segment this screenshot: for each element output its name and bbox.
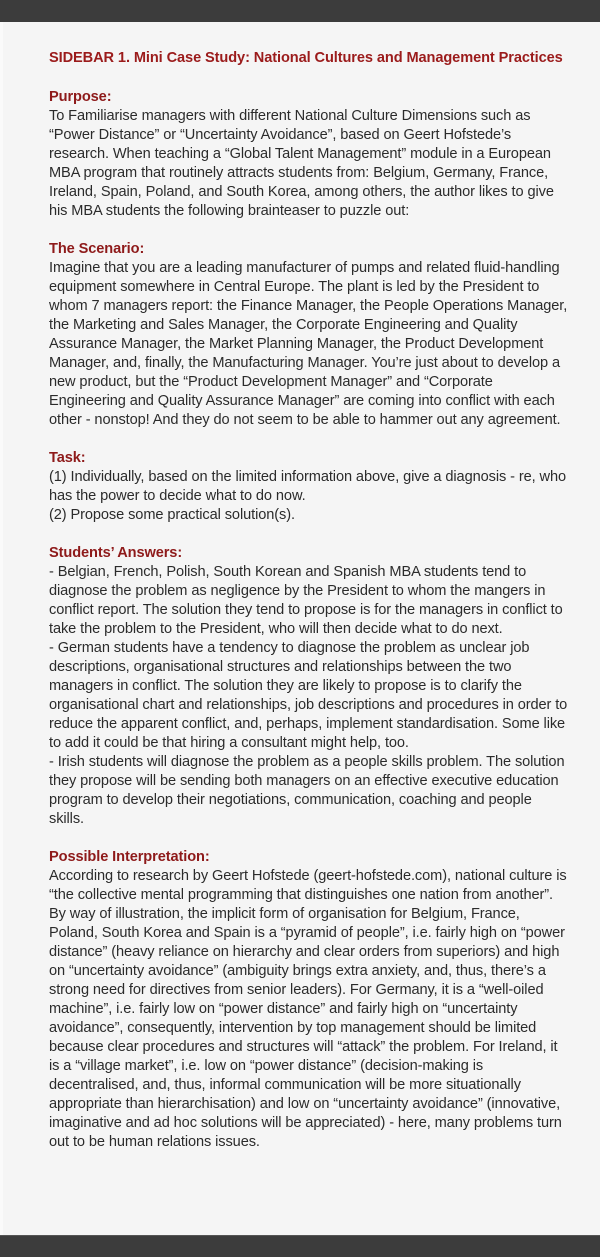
task-item: (1) Individually, based on the limited information above, give a diagnosis - re, who has the power to decide what to do now. bbox=[49, 469, 566, 504]
section-interpretation bbox=[49, 848, 569, 1152]
section-task bbox=[49, 449, 569, 525]
bottom-frame-bar bbox=[0, 1235, 600, 1257]
section-paragraph: Imagine that you are a leading manufacturer of pumps and related fluid-handling equipment somewhere in Central Europe. The plant is led by the President to whom 7 managers report: the Finance Manager, the People Operations Manager, the Marketing and Sales Manager, the Corporate Engineering and Quality Assurance Manager, the Market Planning Manager, the Product Development Manager, and, finally, the Manufacturing Manager. You’re just about to develop a new product, but the “Product Development Manager” and “Corporate Engineering and Quality Assurance Manager” are coming into conflict with each other - nonstop! And they do not seem to be able to hammer out any agreement. bbox=[49, 260, 568, 428]
section-paragraph: To Familiarise managers with different National Culture Dimensions such as “Power Distance” or “Uncertainty Avoidance”, based on Geert Hofstede’s research. When teaching a “Global Talent Management” module in a European MBA program that routinely attracts students from: Belgium, Germany, France, Ireland, Spain, Poland, and South Korea, among others, the author likes to give his MBA students the following brainteaser to puzzle out: bbox=[49, 108, 554, 219]
section-heading: Purpose: bbox=[49, 89, 112, 105]
section-heading: Possible Interpretation: bbox=[49, 849, 210, 865]
section-scenario bbox=[49, 240, 569, 430]
section-heading: The Scenario: bbox=[49, 241, 145, 257]
task-item: (2) Propose some practical solution(s). bbox=[49, 507, 295, 523]
sidebar-title: SIDEBAR 1. Mini Case Study: National Cultures and Management Practices bbox=[49, 50, 563, 66]
section-purpose bbox=[49, 88, 569, 221]
section-paragraph: According to research by Geert Hofstede (geert-hofstede.com), national culture is “the collective mental programming that distinguishes one nation from another”. By way of illustration, the implicit form of organisation for Belgium, France, Poland, South Korea and Spain is a “pyramid of people”, i.e. fairly high on “power distance” (heavy reliance on hierarchy and clear orders from superiors) and high on “uncertainty avoidance” (ambiguity brings extra anxiety, and, thus, there’s a strong need for directives from senior leaders). For Germany, it is a “well-oiled machine”, i.e. fairly low on “power distance” and fairly high on “uncertainty avoidance”, consequently, intervention by top management should be limited because clear procedures and structures will “attack” the problem. For Ireland, it is a “village market”, i.e. low on “power distance” (decision-making is decentralised, and, thus, informal communication will be more situationally appropriate than hierarchisation) and low on “uncertainty avoidance” (innovative, imaginative and ad hoc solutions will be appreciated) - here, many problems turn out to be human relations issues. bbox=[49, 868, 567, 1150]
section-heading: Students’ Answers: bbox=[49, 545, 183, 561]
sidebar-panel bbox=[0, 22, 600, 1235]
answer-item: - Irish students will diagnose the problem as a people skills problem. The solution they propose will be sending both managers on an effective executive education program to develop their negotiations, communication, coaching and people skills. bbox=[49, 754, 565, 827]
answer-item: - German students have a tendency to diagnose the problem as unclear job descriptions, organisational structures and relationships between the two managers in conflict. The solution they are likely to propose is to clarify the organisational chart and relationships, job descriptions and procedures in order to reduce the apparent conflict, and, perhaps, implement standardisation. Some like to add it could be that hiring a consultant might help, too. bbox=[49, 640, 568, 751]
section-students-answers bbox=[49, 544, 569, 829]
top-frame-bar bbox=[0, 0, 600, 22]
section-heading: Task: bbox=[49, 450, 86, 466]
sidebar-content bbox=[49, 49, 569, 1171]
answer-item: - Belgian, French, Polish, South Korean and Spanish MBA students tend to diagnose the problem as negligence by the President to whom the mangers in conflict report. The solution they tend to propose is for the managers in conflict to take the problem to the President, who will then decide what to do next. bbox=[49, 564, 563, 637]
